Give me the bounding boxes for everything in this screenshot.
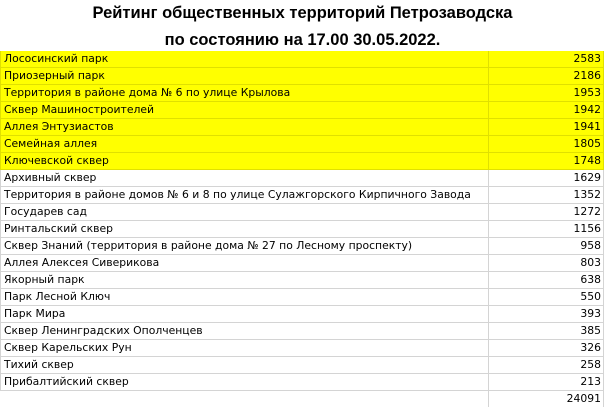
table-row xyxy=(1,357,604,374)
vote-count: 2186 xyxy=(489,68,604,85)
territory-name: Семейная аллея xyxy=(1,136,489,153)
vote-count: 213 xyxy=(489,374,604,391)
territory-name: Аллея Энтузиастов xyxy=(1,119,489,136)
vote-count: 638 xyxy=(489,272,604,289)
table-row-top xyxy=(1,102,604,119)
territory-name: Приозерный парк xyxy=(1,68,489,85)
territory-name: Сквер Карельских Рун xyxy=(1,340,489,357)
total-vote-count: 24091 xyxy=(489,391,604,408)
territory-name: Аллея Алексея Сиверикова xyxy=(1,255,489,272)
vote-count: 1953 xyxy=(489,85,604,102)
table-row xyxy=(1,170,604,187)
vote-count: 958 xyxy=(489,238,604,255)
table-row-total xyxy=(1,391,604,408)
table-row xyxy=(1,374,604,391)
territory-name: Территория в районе домов № 6 и 8 по улице Сулажгорского Кирпичного Завода xyxy=(1,187,489,204)
table-row-top xyxy=(1,68,604,85)
vote-count: 1629 xyxy=(489,170,604,187)
table-row xyxy=(1,221,604,238)
table-row xyxy=(1,187,604,204)
vote-count: 803 xyxy=(489,255,604,272)
vote-count: 1941 xyxy=(489,119,604,136)
territory-name: Парк Мира xyxy=(1,306,489,323)
territory-name: Лососинский парк xyxy=(1,51,489,68)
report-date: по состоянию на 17.00 30.05.2022. xyxy=(164,31,441,49)
table-row xyxy=(1,340,604,357)
territory-name: Тихий сквер xyxy=(1,357,489,374)
total-label-cell xyxy=(1,391,489,408)
rating-table-body xyxy=(1,51,604,408)
vote-count: 1805 xyxy=(489,136,604,153)
territory-name: Сквер Машиностроителей xyxy=(1,102,489,119)
territory-name: Сквер Знаний (территория в районе дома № 27 по Лесному проспекту) xyxy=(1,238,489,255)
table-row xyxy=(1,238,604,255)
table-row-top xyxy=(1,85,604,102)
vote-count: 1352 xyxy=(489,187,604,204)
vote-count: 1942 xyxy=(489,102,604,119)
territory-name: Якорный парк xyxy=(1,272,489,289)
table-row xyxy=(1,204,604,221)
table-row-top xyxy=(1,119,604,136)
table-row xyxy=(1,289,604,306)
vote-count: 326 xyxy=(489,340,604,357)
table-row-top xyxy=(1,153,604,170)
table-row-top xyxy=(1,136,604,153)
vote-count: 1748 xyxy=(489,153,604,170)
territory-name: Архивный сквер xyxy=(1,170,489,187)
territory-name: Ключевской сквер xyxy=(1,153,489,170)
territory-name: Сквер Ленинградских Ополченцев xyxy=(1,323,489,340)
vote-count: 1272 xyxy=(489,204,604,221)
territory-name: Территория в районе дома № 6 по улице Крылова xyxy=(1,85,489,102)
table-row-top xyxy=(1,51,604,68)
vote-count: 258 xyxy=(489,357,604,374)
rating-table xyxy=(0,51,604,408)
vote-count: 385 xyxy=(489,323,604,340)
vote-count: 2583 xyxy=(489,51,604,68)
report-title: Рейтинг общественных территорий Петрозаводска xyxy=(92,4,513,22)
table-row xyxy=(1,272,604,289)
table-row xyxy=(1,323,604,340)
territory-name: Ринтальский сквер xyxy=(1,221,489,238)
table-row xyxy=(1,306,604,323)
table-row xyxy=(1,255,604,272)
vote-count: 393 xyxy=(489,306,604,323)
territory-name: Государев сад xyxy=(1,204,489,221)
vote-count: 550 xyxy=(489,289,604,306)
territory-name: Парк Лесной Ключ xyxy=(1,289,489,306)
territory-name: Прибалтийский сквер xyxy=(1,374,489,391)
vote-count: 1156 xyxy=(489,221,604,238)
